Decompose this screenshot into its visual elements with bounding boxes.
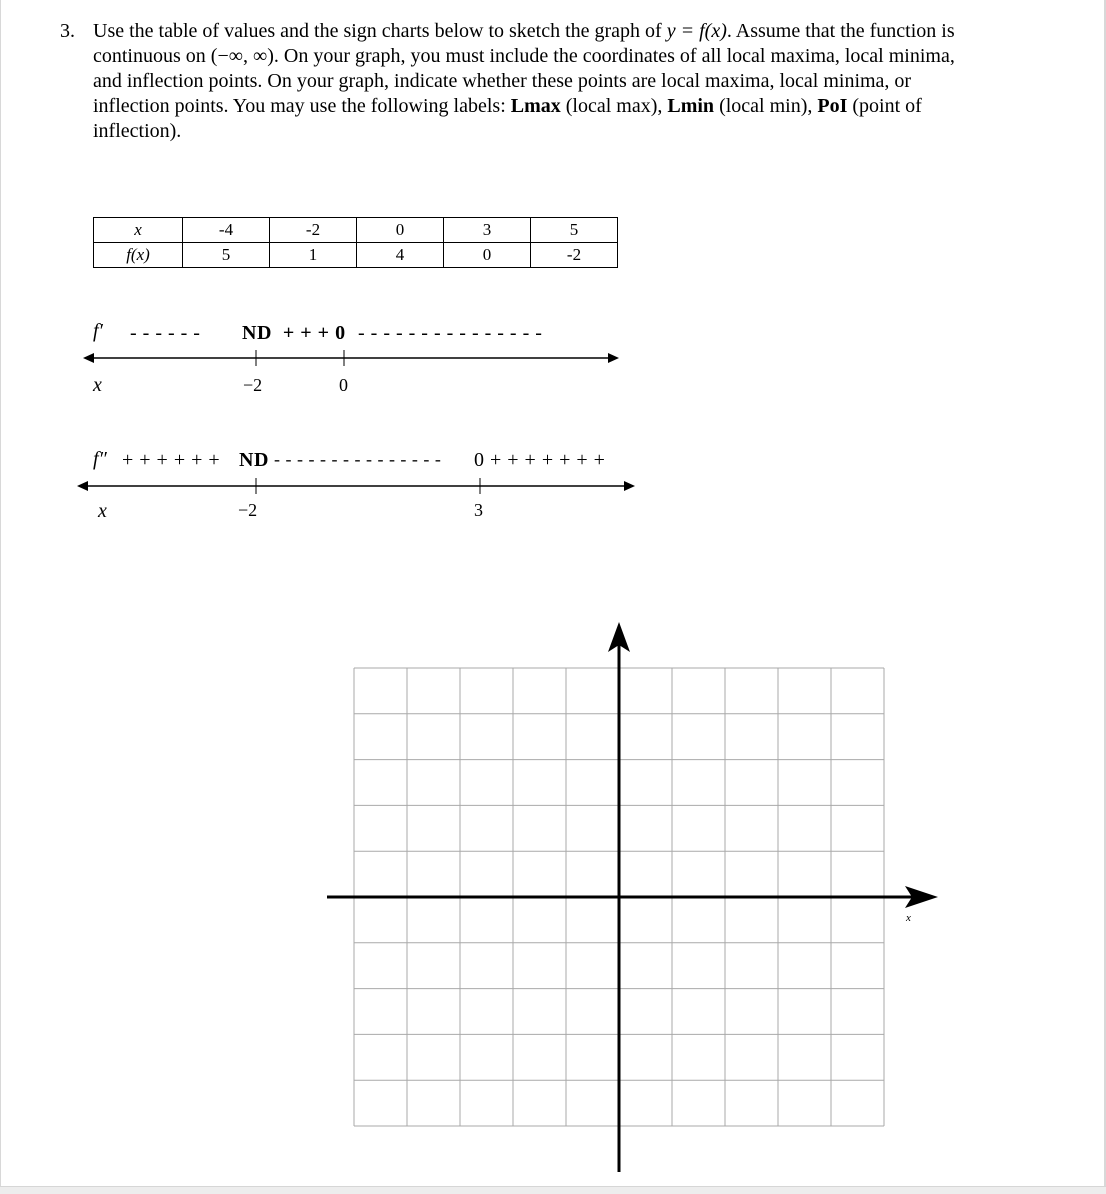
question-line2: continuous on (−∞, ∞). On your graph, you must include the coordinates of all local maxima, local minima, <box>93 45 955 67</box>
function-expression: y = f(x) <box>666 20 727 42</box>
lmin-label: Lmin <box>667 95 715 117</box>
f-prime-tick-label: −2 <box>243 375 263 395</box>
f-double-prime-signs-dash: - - - - - - - - - - - - - - - <box>274 449 442 469</box>
question-line4: inflection points. You may use the following labels: Lmax (local max), Lmin (local min), PoI (point of <box>93 95 922 117</box>
table-cell: -2 <box>270 218 357 243</box>
f-double-prime-signs-left: + + + + + + <box>122 449 221 471</box>
table-cell: -4 <box>183 218 270 243</box>
table-cell: 5 <box>531 218 618 243</box>
f-prime-signs-mid: ND + + + 0 <box>242 322 346 344</box>
f-prime-signs-right: - - - - - - - - - - - - - - - <box>358 322 543 344</box>
f-double-prime-signs-mid: ND <box>239 449 269 471</box>
f-prime-tick-label: 0 <box>339 375 348 395</box>
table-header-fx: f(x) <box>94 243 183 268</box>
f-prime-label: f′ <box>93 320 103 342</box>
table-cell: -2 <box>531 243 618 268</box>
f-prime-x-label: x <box>93 374 102 396</box>
poi-label: PoI <box>817 95 848 117</box>
table-cell: 1 <box>270 243 357 268</box>
f-prime-number-line <box>83 350 619 366</box>
graph-axes <box>327 622 938 1172</box>
question-line1: Use the table of values and the sign charts below to sketch the graph of y = f(x). Assume that the function is <box>93 20 955 42</box>
f-double-prime-tick-label: −2 <box>238 500 258 520</box>
interval-expression: (−∞, ∞) <box>210 45 274 67</box>
f-prime-signs-left: - - - - - - <box>130 322 201 344</box>
table-cell: 5 <box>183 243 270 268</box>
question-line5: inflection). <box>93 120 182 142</box>
table-cell: 0 <box>357 218 444 243</box>
f-double-prime-tick-label: 3 <box>474 500 483 520</box>
x-axis-label: x <box>906 912 911 924</box>
f-double-prime-signs-right: 0 + + + + + + + <box>474 449 606 471</box>
f-double-prime-x-label: x <box>98 500 107 522</box>
table-header-x: x <box>94 218 183 243</box>
table-cell: 4 <box>357 243 444 268</box>
lmax-label: Lmax <box>510 95 561 117</box>
f-double-prime-label: f″ <box>93 448 107 470</box>
question-number: 3. <box>60 20 75 42</box>
f-double-prime-number-line <box>77 478 635 494</box>
table-cell: 3 <box>444 218 531 243</box>
table-cell: 0 <box>444 243 531 268</box>
question-line3: and inflection points. On your graph, indicate whether these points are local maxima, local minima, or <box>93 70 912 92</box>
